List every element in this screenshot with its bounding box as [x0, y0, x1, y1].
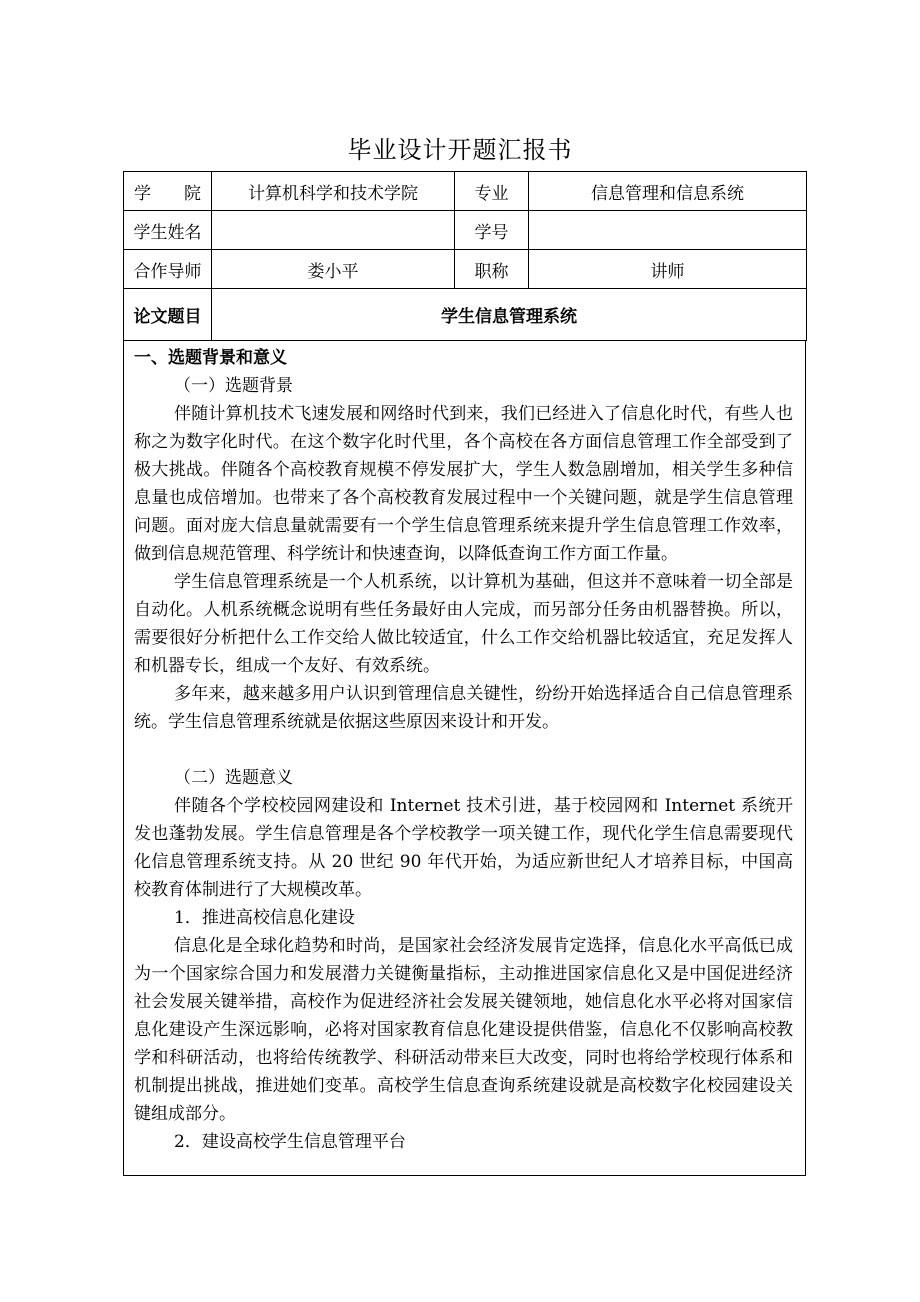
- document-title: 毕业设计开题汇报书: [347, 136, 573, 164]
- thesis-value: 学生信息管理系统: [212, 289, 807, 341]
- numbered-heading: 1．推进高校信息化建设: [174, 908, 355, 928]
- subsection-heading: （二）选题意义: [174, 768, 293, 788]
- paragraph: 伴随各个学校校园网建设和 Internet 技术引进，基于校园网和 Internet 系统开发也蓬勃发展。学生信息管理是各个学校教学一项关键工作，现代化学生信息需要现代化信息管理系统支持。从 20 世纪 90 年代开始，为适应新世纪人才培养目标，中国高校教育体制进行了大规模改革。: [134, 796, 793, 900]
- paragraph: 信息化是全球化趋势和时尚，是国家社会经济发展肯定选择，信息化水平高低已成为一个国家综合国力和发展潜力关键衡量指标，主动推进国家信息化又是中国促进经济社会发展关键举措，高校作为促进经济社会发展关键领地，她信息化水平必将对国家信息化建设产生深远影响，必将对国家教育信息化建设提供借鉴，信息化不仅影响高校教学和科研活动，也将给传统教学、科研活动带来巨大改变，同时也将给学校现行体系和机制提出挑战，推进她们变革。高校学生信息查询系统建设就是高校数字化校园建设关键组成部分。: [134, 936, 793, 1124]
- table-row: [124, 172, 807, 211]
- thesis-label: 论文题目: [124, 289, 212, 341]
- info-table: [123, 171, 807, 341]
- college-label-char-1: 学: [134, 183, 151, 204]
- section-heading: 一、选题背景和意义: [134, 348, 287, 368]
- table-row: [124, 211, 807, 250]
- subsection-heading: （一）选题背景: [174, 376, 293, 396]
- rank-label: 职称: [455, 250, 529, 289]
- numbered-heading: 2．建设高校学生信息管理平台: [174, 1132, 406, 1152]
- major-value: 信息管理和信息系统: [529, 172, 807, 211]
- table-row: [124, 250, 807, 289]
- advisor-label: 合作导师: [124, 250, 212, 289]
- table-row: [124, 289, 807, 341]
- college-label: [124, 172, 212, 211]
- college-value: 计算机科学和技术学院: [212, 172, 455, 211]
- major-label: 专业: [455, 172, 529, 211]
- student-name-value: [212, 211, 455, 250]
- student-name-label: 学生姓名: [124, 211, 212, 250]
- college-label-char-2: 院: [184, 183, 201, 204]
- paragraph: 学生信息管理系统是一个人机系统，以计算机为基础，但这并不意味着一切全部是自动化。人机系统概念说明有些任务最好由人完成，而另部分任务由机器替换。所以，需要很好分析把什么工作交给人做比较适宜，什么工作交给机器比较适宜，充足发挥人和机器专长，组成一个友好、有效系统。: [134, 572, 793, 676]
- content-body: [123, 341, 806, 1176]
- rank-value: 讲师: [529, 250, 807, 289]
- student-id-value: [529, 211, 807, 250]
- paragraph: 伴随计算机技术飞速发展和网络时代到来，我们已经进入了信息化时代，有些人也称之为数字化时代。在这个数字化时代里，各个高校在各方面信息管理工作全部受到了极大挑战。伴随各个高校教育规模不停发展扩大，学生人数急剧增加，相关学生多种信息量也成倍增加。也带来了各个高校教育发展过程中一个关键问题，就是学生信息管理问题。面对庞大信息量就需要有一个学生信息管理系统来提升学生信息管理工作效率，做到信息规范管理、科学统计和快速查询，以降低查询工作方面工作量。: [134, 404, 793, 564]
- advisor-value: 娄小平: [212, 250, 455, 289]
- paragraph: 多年来，越来越多用户认识到管理信息关键性，纷纷开始选择适合自己信息管理系统。学生信息管理系统就是依据这些原因来设计和开发。: [134, 684, 793, 732]
- blank-line: [134, 736, 805, 764]
- student-id-label: 学号: [455, 211, 529, 250]
